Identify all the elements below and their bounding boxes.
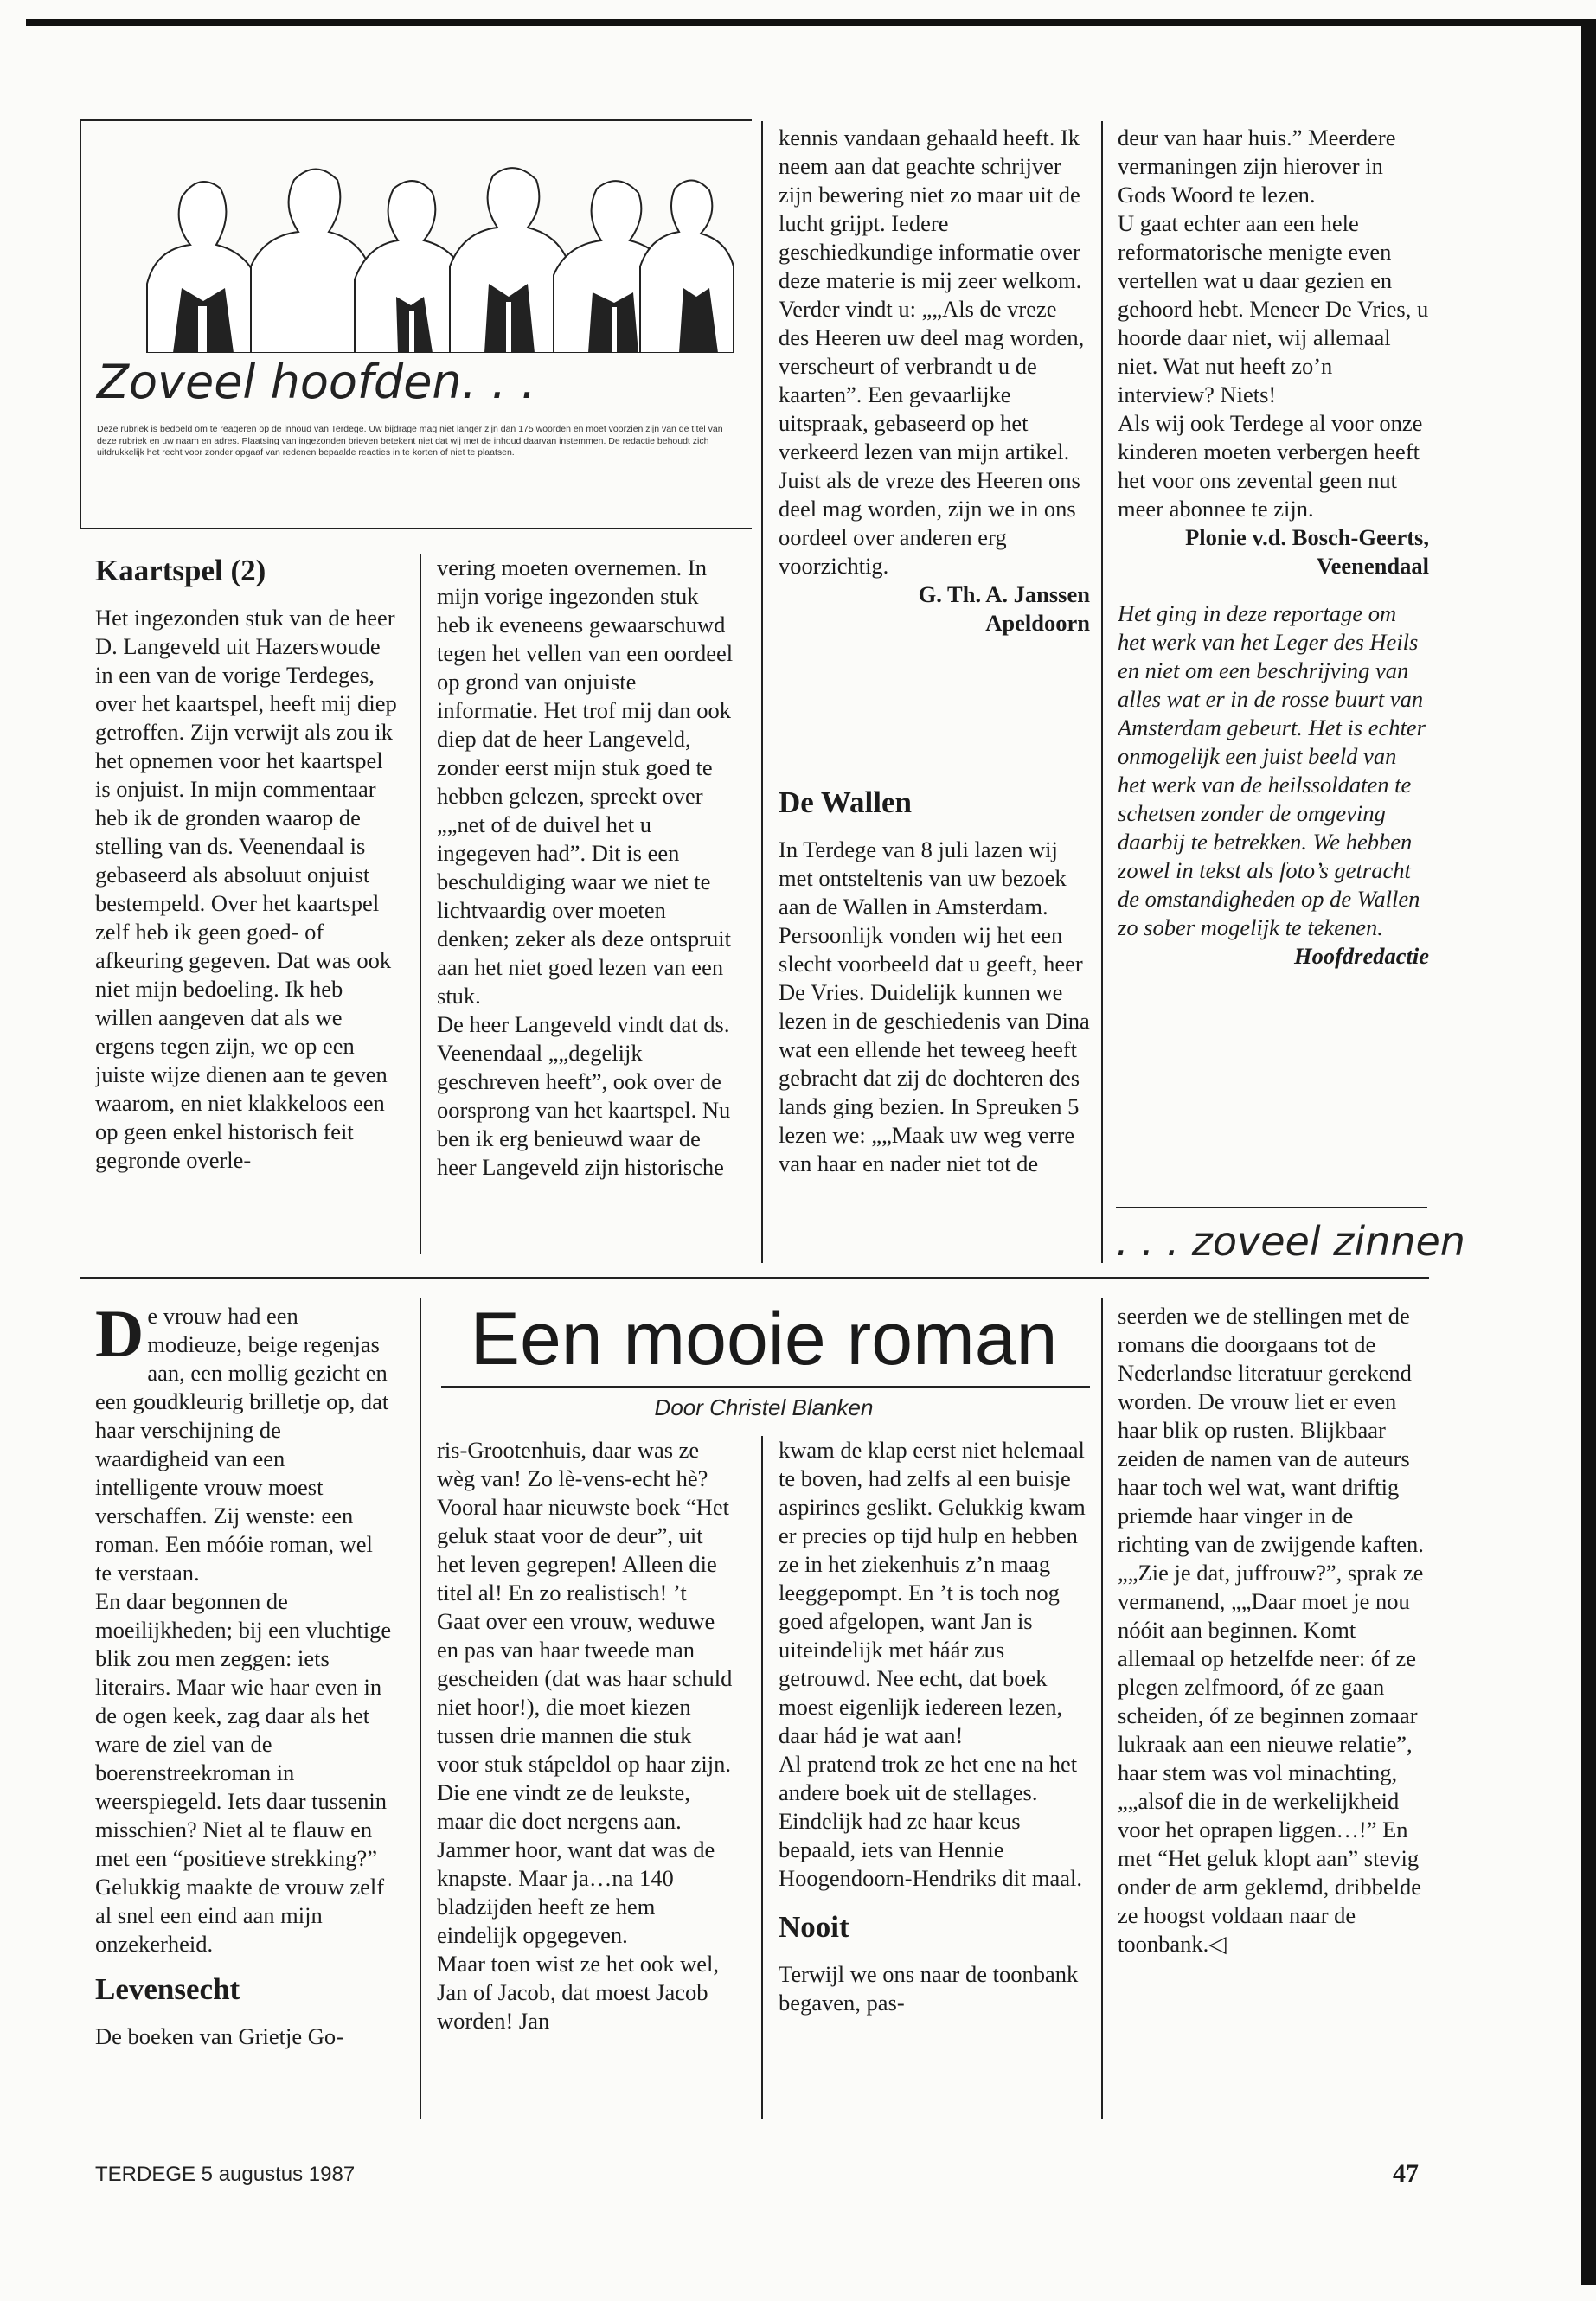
letter-body: vering moeten overnemen. In mijn vorige ingezonden stuk heb ik eveneens gewaarschuwd tegen het vellen van een oordeel op grond van onjuiste informatie. Het trof mij dan ook diep dat de heer Langeveld, zonder eerst mijn stuk goed te hebben gelezen, spreekt over „„net of de duivel het u ingegeven had”. Dit is een beschuldiging waar we niet te lichtvaardig over moeten denken; zeker als deze ontspruit aan het niet goed lezen van een stuk. [437, 554, 734, 1009]
letter-body: Als wij ook Terdege al voor onze kinderen moeten verbergen heeft het voor ons zevental geen nut meer abonnee te zijn. [1118, 410, 1423, 522]
letter-body: De heer Langeveld vindt dat ds. Veenendaal „„degelijk geschreven heeft”, ook over de oorsprong van het kaartspel. Nu ben ik erg benieuwd waar de heer Langeveld zijn historische [437, 1011, 731, 1180]
letter-title-wallen: De Wallen [779, 785, 912, 819]
letter-title-kaartspel: Kaartspel (2) [95, 554, 266, 587]
story-col2 [437, 1436, 735, 2128]
story-body: ris-Grootenhuis, daar was ze wèg van! Zo lè-vens-echt hè? Vooral haar nieuwste boek “Het geluk staat voor de deur”, uit het leven gegrepen! Alleen die titel al! En zo realistisch! ’t Gaat over een vrouw, weduwe en pas van haar tweede man gescheiden (dat was haar schuld niet hoor!), die moet kiezen tussen drie mannen die stuk voor stuk stápeldol op haar zijn. Die ene vindt ze de leukste, maar die doet nergens aan. Jammer hoor, want dat was de knapste. Maar ja…na 140 bladzijden heeft ze hem eindelijk opgegeven. [437, 1437, 733, 1948]
signature-place: Apeldoorn [985, 610, 1090, 636]
story-body: „„Zie je dat, juffrouw?”, sprak ze vermanend, „„Daar moet je nou nóóit aan beginnen. Komt allemaal op hetzelfde neer: óf ze plegen zelfmoord, óf ze gaan scheiden, óf ze beginnen zomaar lukraak aan een nieuwe relatie”, haar stem was vol minachting, „„alsof die in de werkelijkheid voor het oprapen liggen…!” En met “Het geluk klopt aan” stevig onder de arm geklemd, dribbelde ze hoogst voldaan naar de toonbank. [1118, 1560, 1424, 1957]
letter-body: deur van haar huis.” Meerdere vermaningen zijn hierover in Gods Woord te lezen. [1118, 125, 1396, 208]
editor-signature: Hoofdredactie [1293, 943, 1429, 969]
story-subhead: Levensecht [95, 1972, 240, 2006]
column-divider [761, 121, 763, 1263]
story-body: Al pratend trok ze het ene na het andere boek uit de stellages. Eindelijk had ze haar keus bepaald, iets van Hennie Hoogendoorn-Hendriks dit maal. [779, 1751, 1083, 1891]
crowd-silhouettes-illustration [121, 137, 735, 353]
story-body: Maar toen wist ze het ook wel, Jan of Jacob, dat moest Jacob worden! Jan [437, 1951, 719, 2034]
rubriek-note: Deze rubriek is bedoeld om te reageren op de inhoud van Terdege. Uw bijdrage mag niet langer zijn dan 175 woorden en moet voorzien zijn van de titel van deze rubriek en uw naam en adres. Plaatsing van ingezonden brieven betekent niet dat wij met de inhoud daarvan instemmen. De redactie behoudt zich uitdrukkelijk het recht voor zonder opgaaf van redenen bepaalde reacties in te korten of niet te plaatsen. [97, 424, 723, 458]
editor-reply: Het ging in deze reportage om het werk van het Leger des Heils en niet om een beschrijving van alles wat er in de rosse buurt van Amsterdam gebeurt. Het is echter onmogelijk een juist beeld van het werk van de heilssoldaten te schetsen zonder de omgeving daarbij te betrekken. We hebben zowel in tekst als foto’s getracht de omstandigheden op de Wallen zo sober mogelijk te tekenen. [1118, 600, 1426, 940]
column-divider [1101, 121, 1103, 1263]
column-divider [420, 1298, 421, 2119]
story-headline: Een mooie roman [470, 1298, 1058, 1381]
drop-cap: D [95, 1302, 144, 1371]
letter-wallen-col2 [1118, 124, 1429, 1196]
story-body: De boeken van Grietje Go- [95, 2023, 343, 2049]
letter-kaartspel-col2 [437, 554, 735, 1263]
rubriek-closing: . . . zoveel zinnen [1116, 1218, 1465, 1265]
story-col1 [95, 1302, 394, 2132]
column-divider [761, 1436, 763, 2119]
story-body: Terwijl we ons naar de toonbank begaven, pas- [779, 1961, 1079, 2016]
letter-body: U gaat echter aan een hele reformatorische menigte even vertellen wat u daar gezien en gehoord hebt. Meneer De Vries, u hoorde daar niet, wij allemaal niet. Wat nut heeft zo’n interview? Niets! [1118, 210, 1429, 407]
story-subhead: Nooit [779, 1910, 849, 1944]
story-byline: Door Christel Blanken [654, 1394, 874, 1420]
letter-body: Verder vindt u: „„Als de vreze des Heeren uw deel mag worden, verscheurt of verbrandt u de kaarten”. Een gevaarlijke uitspraak, gebaseerd op het verkeerd lezen van mijn artikel. Juist als de vreze des Heeren ons deel mag worden, zijn we in ons oordeel over anderen erg voorzichtig. [779, 296, 1085, 579]
publication-footer: TERDEGE 5 augustus 1987 [95, 2163, 356, 2186]
story-body: kwam de klap eerst niet helemaal te boven, had zelfs al een buisje aspirines geslikt. Gelukkig kwam er precies op tijd hulp en hebben ze in het ziekenhuis z’n maag leeggepompt. En ’t is toch nog goed afgelopen, want Jan is uiteindelijk met háár zus getrouwd. Nee echt, dat boek moest eigenlijk iedereen lezen, daar hád je wat aan! [779, 1437, 1086, 1748]
letter-kaartspel-col3 [779, 124, 1090, 738]
story-col4 [1118, 1302, 1429, 2132]
letter-wallen-col1 [779, 785, 1090, 1263]
letter-body: kennis vandaan gehaald heeft. Ik neem aan dat geachte schrijver zijn bewering niet zo maar uit de lucht grijpt. Iedere geschiedkundige informatie over deze materie is mij zeer welkom. [779, 125, 1082, 293]
headline-rule [441, 1386, 1090, 1388]
story-body: e vrouw had een modieuze, beige regenjas aan, een mollig gezicht en een goudkleurig brilletje op, dat haar verschijning de waardigheid van een intelligente vrouw moest verschaffen. Zij wenste: een roman. Een móóie roman, wel te verstaan. [95, 1303, 389, 1586]
section-divider [80, 1277, 1429, 1279]
rubriek-title: Zoveel hoofden. . . [97, 355, 536, 409]
rubriek-end-rule [1116, 1207, 1427, 1208]
end-mark-icon: ◁ [1208, 1931, 1227, 1957]
letter-kaartspel-col1 [95, 554, 402, 1263]
top-border [26, 19, 1596, 26]
right-border [1581, 19, 1596, 2285]
story-body: En daar begonnen de moeilijkheden; bij een vluchtige blik zou men zeggen: iets literairs. Maar wie haar even in de ogen keek, zag daar als het ware de ziel van de boerenstreekroman in weerspiegeld. Iets daar tussenin misschien? Niet al te flauw en met een “positieve strekking?” Gelukkig maakte de vrouw zelf al snel een eind aan mijn onzekerheid. [95, 1588, 392, 1957]
signature-name: G. Th. A. Janssen [918, 581, 1090, 607]
letter-body: In Terdege van 8 juli lazen wij met ontsteltenis van uw bezoek aan de Wallen in Amsterdam. Persoonlijk vonden wij het een slecht voorbeeld dat u geeft, heer De Vries. Duidelijk kunnen we lezen in de geschiedenis van Dina wat een ellende het teweeg heeft gebracht dat zij de dochteren des lands ging bezien. In Spreuken 5 lezen we: „„Maak uw weg verre van haar en nader niet tot de [779, 836, 1090, 1176]
page-number: 47 [1393, 2159, 1419, 2188]
column-divider [1101, 1298, 1103, 2119]
column-divider [420, 554, 421, 1254]
signature-name: Plonie v.d. Bosch-Geerts, [1185, 524, 1429, 550]
story-body: seerden we de stellingen met de romans die doorgaans tot de Nederlandse literatuur gerekend worden. De vrouw liet er even haar blik op rusten. Blijkbaar zeiden de namen van de auteurs haar toch wel wat, want driftig priemde haar vinger in de richting van de zwijgende kaften. [1118, 1303, 1424, 1557]
story-col3 [779, 1436, 1090, 2128]
letter-body: Het ingezonden stuk van de heer D. Langeveld uit Hazerswoude in een van de vorige Terdeges, over het kaartspel, heeft mij diep getroffen. Zijn verwijt als zou ik het opnemen voor het kaartspel is onjuist. In mijn commentaar heb ik de gronden waarop de stelling van ds. Veenendaal is gebaseerd als absoluut onjuist bestempeld. Over het kaartspel zelf heb ik geen goed- of afkeuring gegeven. Dat was ook niet mijn bedoeling. Ik heb willen aangeven dat als we ergens tegen zijn, we op een juiste wijze dienen aan te geven waarom, en niet klakkeloos een op geen enkel historisch feit gegronde overle- [95, 605, 397, 1173]
signature-place: Veenendaal [1316, 553, 1429, 579]
